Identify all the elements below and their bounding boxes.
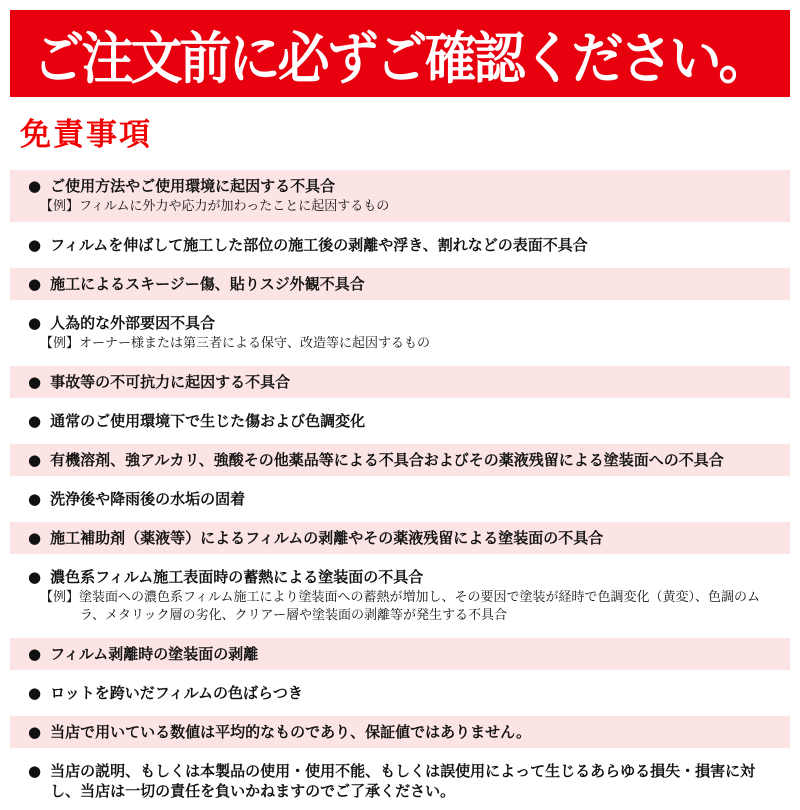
disclaimer-item-main — [28, 235, 778, 255]
disclaimer-item — [10, 307, 790, 359]
disclaimer-item-text: フィルムを伸ばして施工した部位の施工後の剥離や浮き、割れなどの表面不具合 — [50, 236, 588, 254]
disclaimer-item-text: 有機溶剤、強アルカリ、強酸その他薬品等による不具合およびその薬液残留による塗装面への不具合 — [50, 451, 724, 469]
disclaimer-item-text: 濃色系フィルム施工表面時の蓄熱による塗装面の不具合 — [50, 568, 424, 586]
disclaimer-item-text: 当店の説明、もしくは本製品の使用・使用不能、もしくは誤使用によって生じるあらゆる損失・損害に対し、当店は一切の責任を負いかねますのでご了承ください。 — [50, 762, 756, 800]
disclaimer-item-text: 人為的な外部要因不具合 — [50, 314, 216, 332]
disclaimer-item-text: 洗浄後や降雨後の水垢の固着 — [50, 490, 246, 508]
bullet-icon: ● — [28, 451, 42, 469]
bullet-icon: ● — [28, 762, 42, 780]
disclaimer-item — [10, 716, 790, 748]
disclaimer-item — [10, 229, 790, 261]
disclaimer-item — [10, 366, 790, 398]
bullet-icon: ● — [28, 275, 42, 293]
disclaimer-item-main — [28, 683, 778, 703]
bullet-icon: ● — [28, 723, 42, 741]
disclaimer-item — [10, 268, 790, 300]
bullet-icon: ● — [28, 684, 42, 702]
disclaimer-list — [10, 170, 790, 807]
disclaimer-item — [10, 755, 790, 807]
disclaimer-item-main — [28, 176, 778, 196]
disclaimer-item-text: ロットを跨いだフィルムの色ばらつき — [50, 684, 303, 702]
disclaimer-item — [10, 561, 790, 631]
disclaimer-item — [10, 444, 790, 476]
disclaimer-item — [10, 522, 790, 554]
disclaimer-item — [10, 405, 790, 437]
bullet-icon: ● — [28, 314, 42, 332]
disclaimer-item-text: 施工補助剤（薬液等）によるフィルムの剥離やその薬液残留による塗装面の不具合 — [50, 529, 604, 547]
disclaimer-item-text: 施工によるスキージー傷、貼りスジ外観不具合 — [50, 275, 365, 293]
disclaimer-item-main — [28, 761, 778, 801]
bullet-icon: ● — [28, 177, 42, 195]
disclaimer-item — [10, 483, 790, 515]
bullet-icon: ● — [28, 568, 42, 586]
disclaimer-item-text: ご使用方法やご使用環境に起因する不具合 — [50, 177, 336, 195]
disclaimer-item-main — [28, 722, 778, 742]
disclaimer-item — [10, 638, 790, 670]
disclaimer-item-main — [28, 450, 778, 470]
disclaimer-item — [10, 170, 790, 222]
disclaimer-item-text: 通常のご使用環境下で生じた傷および色調変化 — [50, 412, 366, 430]
disclaimer-item-example: 【例】オーナー様または第三者による保守、改造等に起因するもの — [40, 336, 431, 351]
disclaimer-item-main — [28, 274, 778, 294]
bullet-icon: ● — [28, 645, 42, 663]
notice-banner-text: ご注文前に必ずご確認ください。 — [32, 27, 768, 92]
bullet-icon: ● — [28, 529, 42, 547]
disclaimer-item-text: 事故等の不可抗力に起因する不具合 — [50, 373, 291, 391]
bullet-icon: ● — [28, 373, 42, 391]
disclaimer-item-main — [28, 411, 778, 431]
disclaimer-item-main — [28, 567, 778, 587]
bullet-icon: ● — [28, 490, 42, 508]
disclaimer-item-main — [28, 644, 778, 664]
notice-banner — [10, 10, 790, 97]
disclaimer-item — [10, 677, 790, 709]
disclaimer-item-main — [28, 313, 778, 333]
disclaimer-item-text: 当店で用いている数値は平均的なものであり、保証値ではありません。 — [50, 723, 531, 741]
bullet-icon: ● — [28, 412, 42, 430]
disclaimer-item-main — [28, 372, 778, 392]
disclaimer-item-text: フィルム剥離時の塗装面の剥離 — [50, 645, 259, 663]
disclaimer-item-example: 【例】フィルムに外力や応力が加わったことに起因するもの — [40, 199, 390, 214]
disclaimer-item-main — [28, 489, 778, 509]
bullet-icon: ● — [28, 236, 42, 254]
disclaimer-item-main — [28, 528, 778, 548]
disclaimer-heading: 免責事項 — [20, 117, 152, 153]
disclaimer-item-example: 【例】塗装面への濃色系フィルム施工により塗装面への蓄熱が増加し、その要因で塗装が経時で色調変化（黄変）、色調のムラ、メタリック層の劣化、クリアー層や塗装面の剥離等が発生する不具合 — [40, 590, 760, 623]
